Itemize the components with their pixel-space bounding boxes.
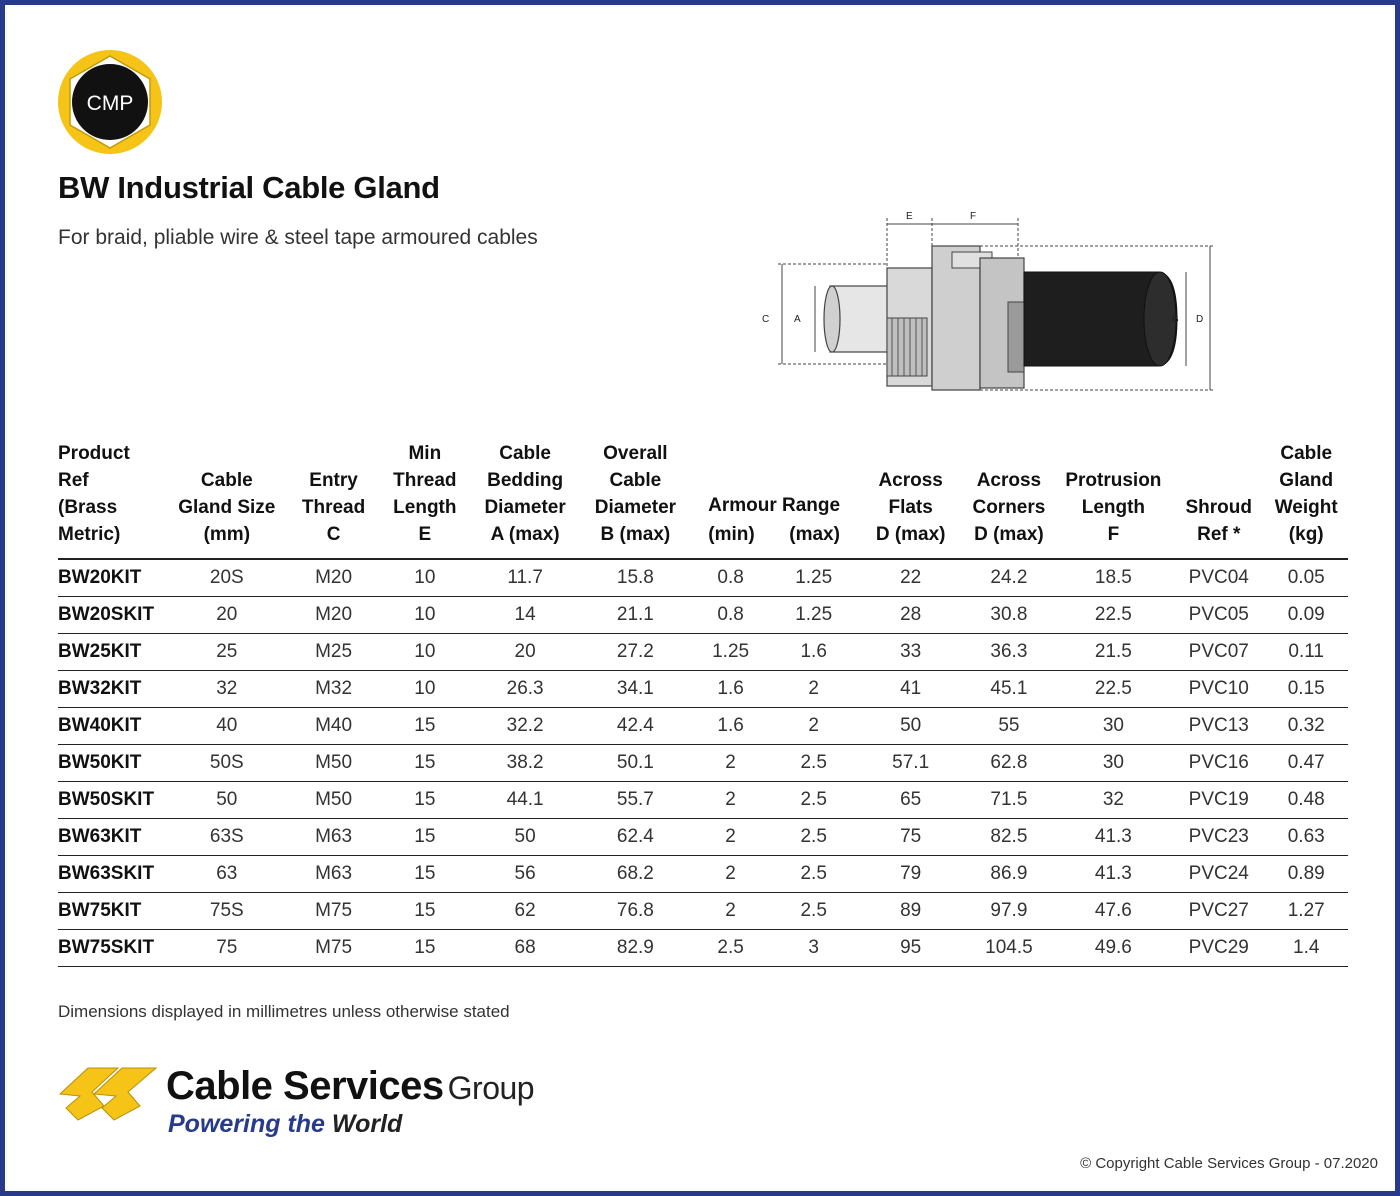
- table-cell: 75: [857, 819, 964, 856]
- product-ref-cell: BW25KIT: [58, 634, 166, 671]
- table-row: [58, 782, 1348, 819]
- table-cell: 15: [379, 893, 470, 930]
- table-cell: M50: [288, 782, 379, 819]
- table-cell: M63: [288, 856, 379, 893]
- table-cell: M63: [288, 819, 379, 856]
- table-cell: 0.48: [1264, 782, 1348, 819]
- label-a: A: [794, 314, 801, 325]
- table-cell: 15: [379, 930, 470, 967]
- table-cell: 76.8: [580, 893, 691, 930]
- table-cell: 65: [857, 782, 964, 819]
- table-cell: 82.5: [964, 819, 1054, 856]
- table-cell: 79: [857, 856, 964, 893]
- table-cell: PVC16: [1173, 745, 1264, 782]
- table-cell: 41.3: [1054, 819, 1173, 856]
- table-cell: 2.5: [770, 856, 857, 893]
- label-c: C: [762, 314, 770, 325]
- table-cell: 15: [379, 856, 470, 893]
- table-cell: 15: [379, 745, 470, 782]
- col-armour-range: [691, 440, 857, 559]
- table-header: [58, 440, 1348, 559]
- table-cell: 15.8: [580, 559, 691, 597]
- armour-range-label: Armour Range: [708, 495, 841, 516]
- gland-diagram: [752, 206, 1232, 402]
- table-cell: 34.1: [580, 671, 691, 708]
- table-cell: 3: [770, 930, 857, 967]
- table-cell: 2: [691, 893, 770, 930]
- page-subtitle: For braid, pliable wire & steel tape armoured cables: [58, 226, 538, 249]
- product-ref-cell: BW20SKIT: [58, 597, 166, 634]
- product-ref-cell: BW20KIT: [58, 559, 166, 597]
- table-cell: M32: [288, 671, 379, 708]
- armour-max-label: (max): [789, 524, 840, 545]
- table-cell: 25: [166, 634, 288, 671]
- table-row: [58, 634, 1348, 671]
- table-cell: 0.89: [1264, 856, 1348, 893]
- table-cell: 26.3: [470, 671, 579, 708]
- table-row: [58, 856, 1348, 893]
- table-cell: PVC19: [1173, 782, 1264, 819]
- page-title: BW Industrial Cable Gland: [58, 170, 440, 205]
- table-cell: 11.7: [470, 559, 579, 597]
- table-cell: 30.8: [964, 597, 1054, 634]
- col-bedding-diameter: Cable Bedding Diameter A (max): [470, 440, 579, 559]
- table-cell: PVC07: [1173, 634, 1264, 671]
- table-cell: 42.4: [580, 708, 691, 745]
- table-cell: 75: [166, 930, 288, 967]
- table-row: [58, 819, 1348, 856]
- table-cell: 97.9: [964, 893, 1054, 930]
- table-cell: 1.25: [770, 559, 857, 597]
- table-cell: 68.2: [580, 856, 691, 893]
- product-ref-cell: BW40KIT: [58, 708, 166, 745]
- csg-logo: [58, 1062, 168, 1122]
- product-ref-cell: BW75KIT: [58, 893, 166, 930]
- table-cell: 1.6: [770, 634, 857, 671]
- table-cell: 32.2: [470, 708, 579, 745]
- table-cell: 63: [166, 856, 288, 893]
- dimensions-note: Dimensions displayed in millimetres unless otherwise stated: [58, 1002, 510, 1021]
- table-cell: M50: [288, 745, 379, 782]
- table-cell: 0.05: [1264, 559, 1348, 597]
- table-cell: 18.5: [1054, 559, 1173, 597]
- table-row: [58, 745, 1348, 782]
- table-cell: 49.6: [1054, 930, 1173, 967]
- table-cell: 22: [857, 559, 964, 597]
- table-cell: 15: [379, 819, 470, 856]
- table-cell: 50: [166, 782, 288, 819]
- table-cell: PVC27: [1173, 893, 1264, 930]
- table-cell: 2: [770, 671, 857, 708]
- table-cell: 40: [166, 708, 288, 745]
- table-cell: 63S: [166, 819, 288, 856]
- table-cell: 0.47: [1264, 745, 1348, 782]
- table-body: [58, 559, 1348, 967]
- table-cell: 0.32: [1264, 708, 1348, 745]
- table-cell: 10: [379, 559, 470, 597]
- table-cell: 20S: [166, 559, 288, 597]
- col-overall-diameter: Overall Cable Diameter B (max): [580, 440, 691, 559]
- table-cell: 22.5: [1054, 597, 1173, 634]
- col-gland-size: Cable Gland Size (mm): [166, 440, 288, 559]
- table-cell: 30: [1054, 708, 1173, 745]
- table-cell: 1.25: [691, 634, 770, 671]
- table-cell: 45.1: [964, 671, 1054, 708]
- table-cell: 32: [166, 671, 288, 708]
- label-f: F: [970, 211, 977, 222]
- col-across-flats: Across Flats D (max): [857, 440, 964, 559]
- table-cell: 21.5: [1054, 634, 1173, 671]
- table-cell: 68: [470, 930, 579, 967]
- table-cell: 2: [691, 819, 770, 856]
- cmp-logo-text: CMP: [86, 92, 134, 115]
- company-suffix: Group: [447, 1070, 535, 1106]
- col-entry-thread: Entry Thread C: [288, 440, 379, 559]
- table-cell: 2: [691, 782, 770, 819]
- table-cell: 62: [470, 893, 579, 930]
- armour-min-label: (min): [708, 524, 755, 545]
- label-e: E: [906, 211, 913, 222]
- spec-table: [58, 440, 1348, 967]
- col-weight: Cable Gland Weight (kg): [1264, 440, 1348, 559]
- table-cell: 15: [379, 708, 470, 745]
- table-cell: M20: [288, 559, 379, 597]
- table-cell: 89: [857, 893, 964, 930]
- table-cell: 55.7: [580, 782, 691, 819]
- table-cell: 1.6: [691, 708, 770, 745]
- company-tagline: Powering the World: [168, 1110, 403, 1138]
- table-cell: M20: [288, 597, 379, 634]
- copyright-notice: © Copyright Cable Services Group - 07.2020: [1080, 1155, 1378, 1172]
- table-row: [58, 930, 1348, 967]
- table-cell: 44.1: [470, 782, 579, 819]
- product-ref-cell: BW63SKIT: [58, 856, 166, 893]
- table-cell: 56: [470, 856, 579, 893]
- product-ref-cell: BW50KIT: [58, 745, 166, 782]
- table-cell: 41: [857, 671, 964, 708]
- table-cell: PVC13: [1173, 708, 1264, 745]
- table-cell: 0.8: [691, 597, 770, 634]
- label-d: D: [1196, 314, 1204, 325]
- table-cell: 38.2: [470, 745, 579, 782]
- table-cell: 0.63: [1264, 819, 1348, 856]
- table-cell: 2.5: [770, 893, 857, 930]
- table-cell: 1.25: [770, 597, 857, 634]
- col-product-ref: Product Ref (Brass Metric): [58, 440, 166, 559]
- table-cell: PVC05: [1173, 597, 1264, 634]
- table-cell: 15: [379, 782, 470, 819]
- product-ref-cell: BW50SKIT: [58, 782, 166, 819]
- table-cell: 36.3: [964, 634, 1054, 671]
- table-cell: 95: [857, 930, 964, 967]
- table-cell: M75: [288, 893, 379, 930]
- col-shroud: Shroud Ref *: [1173, 440, 1264, 559]
- table-cell: PVC04: [1173, 559, 1264, 597]
- table-cell: PVC23: [1173, 819, 1264, 856]
- label-b: B: [1172, 314, 1179, 325]
- table-cell: 86.9: [964, 856, 1054, 893]
- table-cell: 0.15: [1264, 671, 1348, 708]
- table-cell: M75: [288, 930, 379, 967]
- table-cell: 20: [166, 597, 288, 634]
- table-row: [58, 559, 1348, 597]
- table-cell: PVC10: [1173, 671, 1264, 708]
- table-cell: 50.1: [580, 745, 691, 782]
- table-cell: 0.09: [1264, 597, 1348, 634]
- table-cell: 104.5: [964, 930, 1054, 967]
- product-ref-cell: BW63KIT: [58, 819, 166, 856]
- table-cell: 71.5: [964, 782, 1054, 819]
- table-cell: 50: [857, 708, 964, 745]
- cmp-logo: [56, 48, 164, 156]
- table-cell: 1.27: [1264, 893, 1348, 930]
- table-cell: 57.1: [857, 745, 964, 782]
- product-ref-cell: BW75SKIT: [58, 930, 166, 967]
- table-cell: 14: [470, 597, 579, 634]
- table-cell: 55: [964, 708, 1054, 745]
- table-cell: 10: [379, 597, 470, 634]
- table-cell: 2: [770, 708, 857, 745]
- table-cell: 2: [691, 856, 770, 893]
- col-thread-length: Min Thread Length E: [379, 440, 470, 559]
- table-cell: 82.9: [580, 930, 691, 967]
- table-cell: 2: [691, 745, 770, 782]
- table-cell: PVC24: [1173, 856, 1264, 893]
- table-cell: 21.1: [580, 597, 691, 634]
- table-cell: 62.8: [964, 745, 1054, 782]
- table-cell: 33: [857, 634, 964, 671]
- table-cell: 10: [379, 671, 470, 708]
- table-cell: 2.5: [770, 819, 857, 856]
- table-cell: M40: [288, 708, 379, 745]
- table-cell: 2.5: [691, 930, 770, 967]
- table-cell: 1.6: [691, 671, 770, 708]
- col-across-corners: Across Corners D (max): [964, 440, 1054, 559]
- table-cell: 10: [379, 634, 470, 671]
- table-cell: 62.4: [580, 819, 691, 856]
- table-cell: 50S: [166, 745, 288, 782]
- table-cell: PVC29: [1173, 930, 1264, 967]
- product-ref-cell: BW32KIT: [58, 671, 166, 708]
- table-cell: 75S: [166, 893, 288, 930]
- company-name: Cable Services Group: [166, 1064, 535, 1108]
- table-cell: 30: [1054, 745, 1173, 782]
- table-cell: 0.8: [691, 559, 770, 597]
- table-cell: M25: [288, 634, 379, 671]
- table-cell: 24.2: [964, 559, 1054, 597]
- table-cell: 27.2: [580, 634, 691, 671]
- table-cell: 50: [470, 819, 579, 856]
- table-cell: 20: [470, 634, 579, 671]
- table-row: [58, 597, 1348, 634]
- table-cell: 2.5: [770, 745, 857, 782]
- table-cell: 22.5: [1054, 671, 1173, 708]
- table-cell: 1.4: [1264, 930, 1348, 967]
- table-cell: 32: [1054, 782, 1173, 819]
- table-row: [58, 708, 1348, 745]
- table-cell: 41.3: [1054, 856, 1173, 893]
- table-cell: 28: [857, 597, 964, 634]
- table-cell: 0.11: [1264, 634, 1348, 671]
- table-row: [58, 893, 1348, 930]
- table-cell: 2.5: [770, 782, 857, 819]
- table-row: [58, 671, 1348, 708]
- col-protrusion: Protrusion Length F: [1054, 440, 1173, 559]
- table-cell: 47.6: [1054, 893, 1173, 930]
